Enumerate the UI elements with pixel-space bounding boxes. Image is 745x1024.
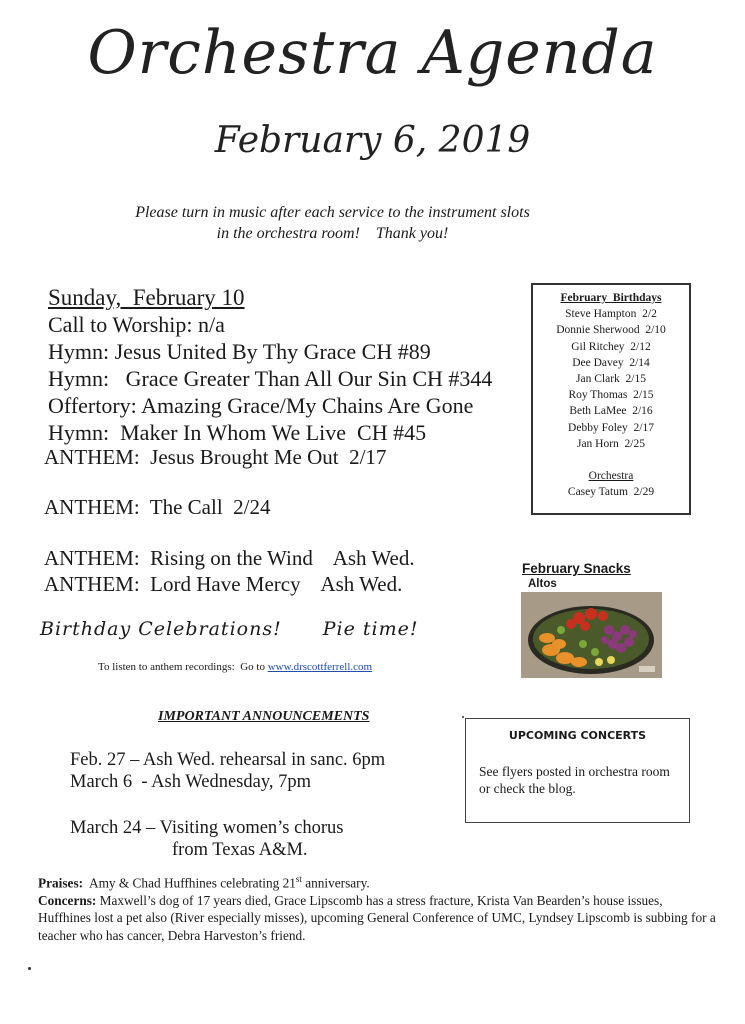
scan-speck xyxy=(462,716,464,718)
praises-superscript: st xyxy=(295,874,302,884)
concerns-label: Concerns: xyxy=(38,892,97,908)
birthday-entry: Beth LaMee 2/16 xyxy=(569,405,653,418)
announcement-item: March 6 - Ash Wednesday, 7pm xyxy=(70,772,312,792)
service-item-hymn-2: Hymn: Grace Greater Than All Our Sin CH #344 xyxy=(48,366,493,391)
listen-note xyxy=(98,661,372,673)
service-item-call-to-worship: Call to Worship: n/a xyxy=(48,312,225,337)
birthday-entry: Casey Tatum 2/29 xyxy=(567,486,655,499)
birthdays-heading: February Birthdays xyxy=(560,292,662,304)
praises-text-end: anniversary. xyxy=(301,875,370,891)
listen-text: To listen to anthem recordings: Go to xyxy=(98,661,268,673)
service-item-hymn-3: Hymn: Maker In Whom We Live CH #45 xyxy=(48,420,427,445)
praises-label: Praises: xyxy=(38,875,84,891)
concerts-heading: UPCOMING CONCERTS xyxy=(508,729,647,742)
anthem-line: ANTHEM: Rising on the Wind Ash Wed. xyxy=(44,546,415,570)
birthday-entry: Dee Davey 2/14 xyxy=(572,356,650,369)
note-line-1: Please turn in music after each service to the instrument slots xyxy=(135,204,530,221)
page-title: Orchestra Agenda xyxy=(87,18,658,88)
concerns-text: Maxwell’s dog of 17 years died, Grace Lipscomb has a stress fracture, Krista Van Bearden’s house issues, Huffhines lost a pet also (River especially misses), upcoming General Conference of UMC, Lyndsey Lipscomb is subbing for a teacher who has cancer, Debra Harveston’s friend. xyxy=(38,892,716,943)
birthdays-box xyxy=(531,283,691,515)
birthday-entry: Roy Thomas 2/15 xyxy=(568,389,654,402)
note-line-2: in the orchestra room! Thank you! xyxy=(216,225,449,242)
praises-line xyxy=(38,871,718,892)
service-item-offertory: Offertory: Amazing Grace/My Chains Are Gone xyxy=(48,393,474,418)
birthday-entry: Debby Foley 2/17 xyxy=(568,421,654,434)
scan-speck xyxy=(28,967,31,970)
pie-time-text: Pie time! xyxy=(322,618,419,640)
birthday-entry: Jan Clark 2/15 xyxy=(576,373,646,386)
music-return-note xyxy=(0,202,665,244)
birthday-entry: Donnie Sherwood 2/10 xyxy=(556,324,666,337)
anthem-line: ANTHEM: Lord Have Mercy Ash Wed. xyxy=(44,572,403,596)
birthday-celebrations-text: Birthday Celebrations! xyxy=(40,618,282,640)
announcement-item: March 24 – Visiting women’s chorus xyxy=(70,818,344,838)
concerns-line xyxy=(38,892,718,945)
praises-text: Amy & Chad Huffhines celebrating 21 xyxy=(83,875,296,891)
announcement-item: from Texas A&M. xyxy=(172,840,308,860)
announcements-heading: IMPORTANT ANNOUNCEMENTS xyxy=(158,709,370,724)
praises-concerns xyxy=(38,871,718,944)
agenda-date: February 6, 2019 xyxy=(214,120,531,161)
birthday-entry: Steve Hampton 2/2 xyxy=(565,308,657,321)
upcoming-concerts-box xyxy=(465,718,690,823)
orchestra-birthdays-heading: Orchestra xyxy=(588,470,634,483)
anthem-line: ANTHEM: Jesus Brought Me Out 2/17 xyxy=(44,445,387,469)
announcement-item: Feb. 27 – Ash Wed. rehearsal in sanc. 6pm xyxy=(70,750,386,770)
sunday-service xyxy=(48,284,492,446)
birthday-entry: Jan Horn 2/25 xyxy=(576,437,646,450)
sunday-heading: Sunday, February 10 xyxy=(48,285,245,310)
concerts-body: See flyers posted in orchestra room or check the blog. xyxy=(479,764,670,796)
snacks-group: Altos xyxy=(528,578,557,590)
service-item-hymn-1: Hymn: Jesus United By Thy Grace CH #89 xyxy=(48,339,431,364)
spacer xyxy=(533,452,689,468)
celebrations xyxy=(40,618,419,640)
fruit-tray-image xyxy=(521,592,662,678)
snacks-heading: February Snacks xyxy=(522,561,631,576)
anthem-line: ANTHEM: The Call 2/24 xyxy=(44,495,271,519)
birthday-entry: Gil Ritchey 2/12 xyxy=(571,340,651,353)
recordings-link[interactable]: www.drscottferrell.com xyxy=(267,661,373,673)
